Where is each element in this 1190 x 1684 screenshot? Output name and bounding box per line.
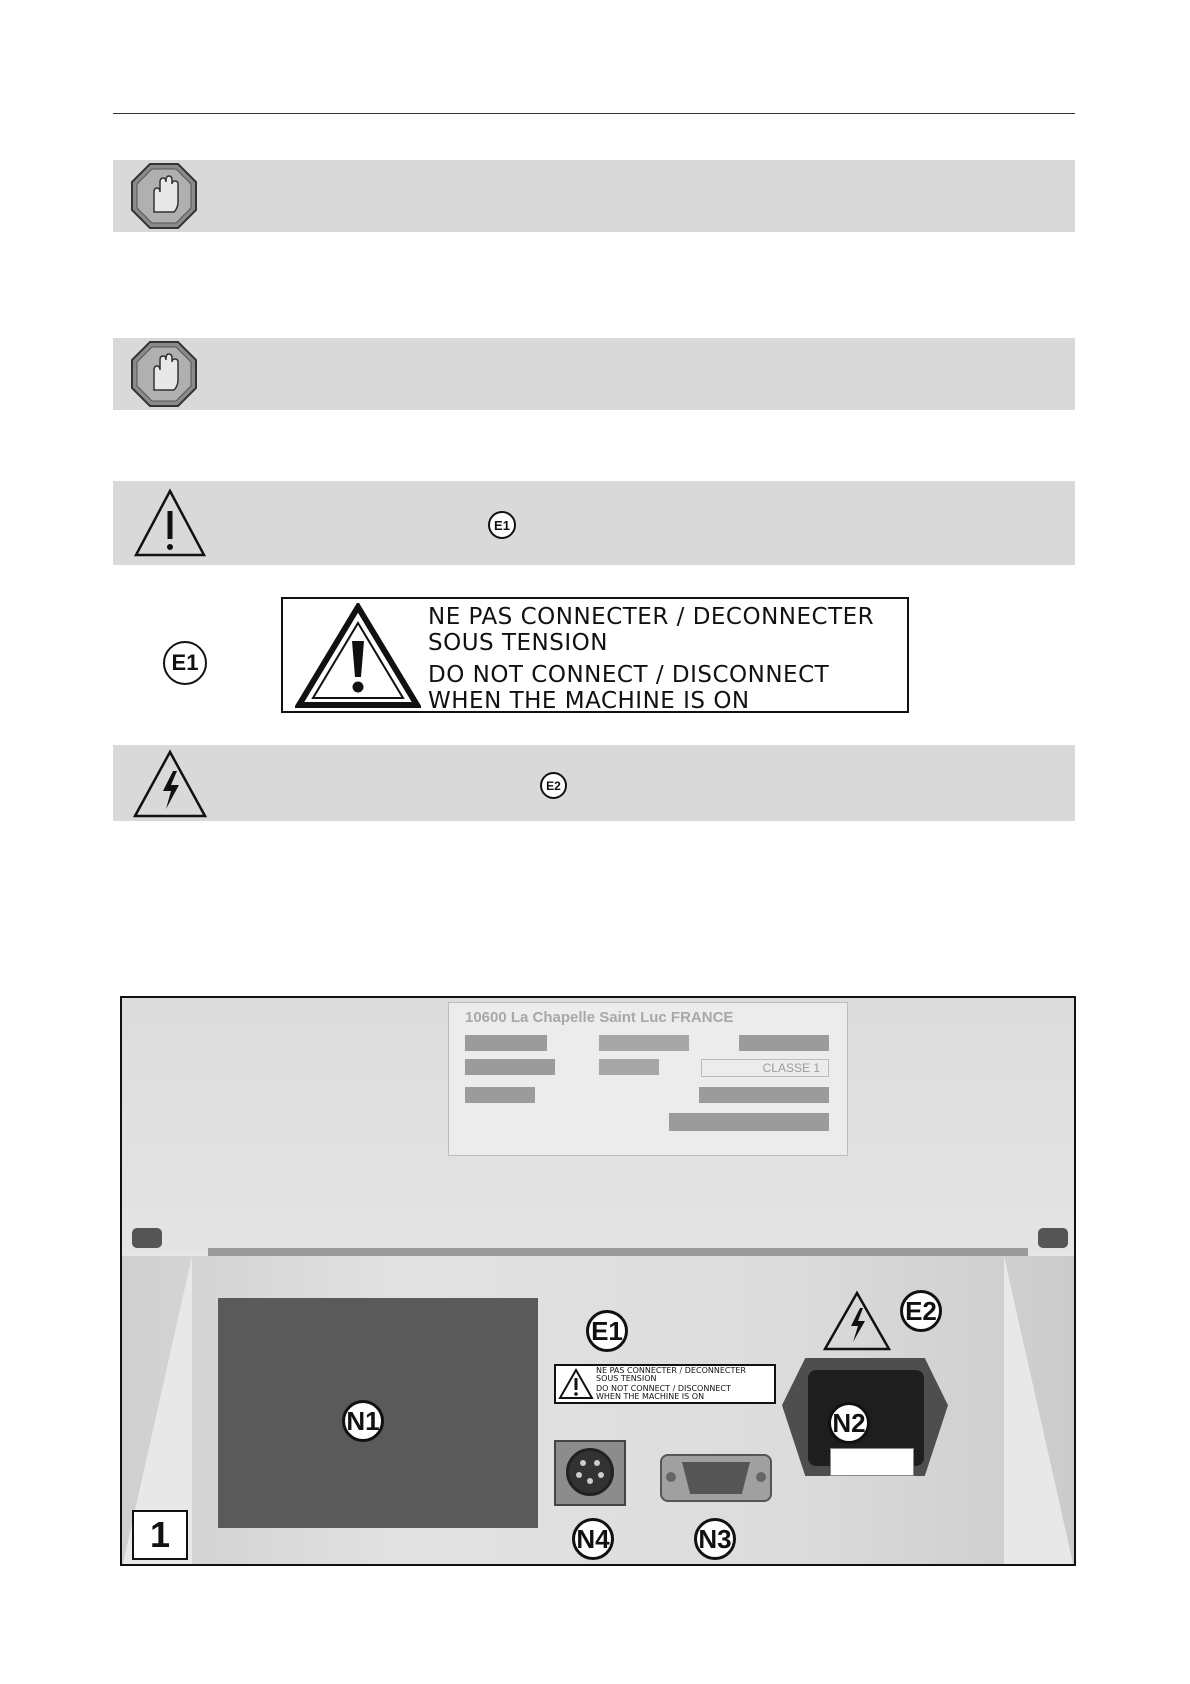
e2-reference-badge: E2 <box>540 772 567 799</box>
plate-address: 10600 La Chapelle Saint Luc FRANCE <box>465 1009 734 1026</box>
plate-classe: CLASSE 1 <box>701 1059 829 1077</box>
notice-band-1 <box>113 160 1075 232</box>
small-label-line-4: WHEN THE MACHINE IS ON <box>596 1392 705 1401</box>
marker-n2: N2 <box>828 1402 870 1444</box>
notice-band-2 <box>113 338 1075 410</box>
e1-label-badge: E1 <box>163 641 207 685</box>
small-label-line-2: SOUS TENSION <box>596 1374 657 1383</box>
device-rear-photo <box>120 996 1076 1566</box>
warning-triangle-icon <box>558 1368 594 1400</box>
notice-band-3 <box>113 481 1075 565</box>
marker-e1: E1 <box>586 1310 628 1352</box>
label-line-fr-2: SOUS TENSION <box>428 630 608 656</box>
label-line-en-1: DO NOT CONNECT / DISCONNECT <box>428 662 830 688</box>
n3-serial-connector <box>660 1454 772 1502</box>
rating-plate <box>448 1002 848 1156</box>
electric-hazard-icon <box>822 1290 892 1352</box>
electric-hazard-icon <box>133 749 207 819</box>
marker-n1: N1 <box>342 1400 384 1442</box>
small-label-line-3: DO NOT CONNECT / DISCONNECT <box>596 1384 731 1393</box>
e1-reference-badge: E1 <box>488 511 516 539</box>
marker-n3: N3 <box>694 1518 736 1560</box>
warning-label <box>281 597 909 713</box>
notice-band-4 <box>113 745 1075 821</box>
figure-number: 1 <box>132 1510 188 1560</box>
small-label-line-1: NE PAS CONNECTER / DECONNECTER <box>596 1366 746 1375</box>
n4-din-connector <box>554 1440 626 1506</box>
warning-triangle-icon <box>134 487 206 559</box>
marker-n4: N4 <box>572 1518 614 1560</box>
small-warning-label <box>554 1364 776 1404</box>
stop-hand-icon <box>130 340 198 408</box>
stop-hand-icon <box>130 162 198 230</box>
marker-e2: E2 <box>900 1290 942 1332</box>
header-rule <box>113 113 1075 114</box>
label-line-en-2: WHEN THE MACHINE IS ON <box>428 688 750 714</box>
label-line-fr-1: NE PAS CONNECTER / DECONNECTER <box>428 604 875 630</box>
warning-triangle-icon <box>295 603 421 709</box>
